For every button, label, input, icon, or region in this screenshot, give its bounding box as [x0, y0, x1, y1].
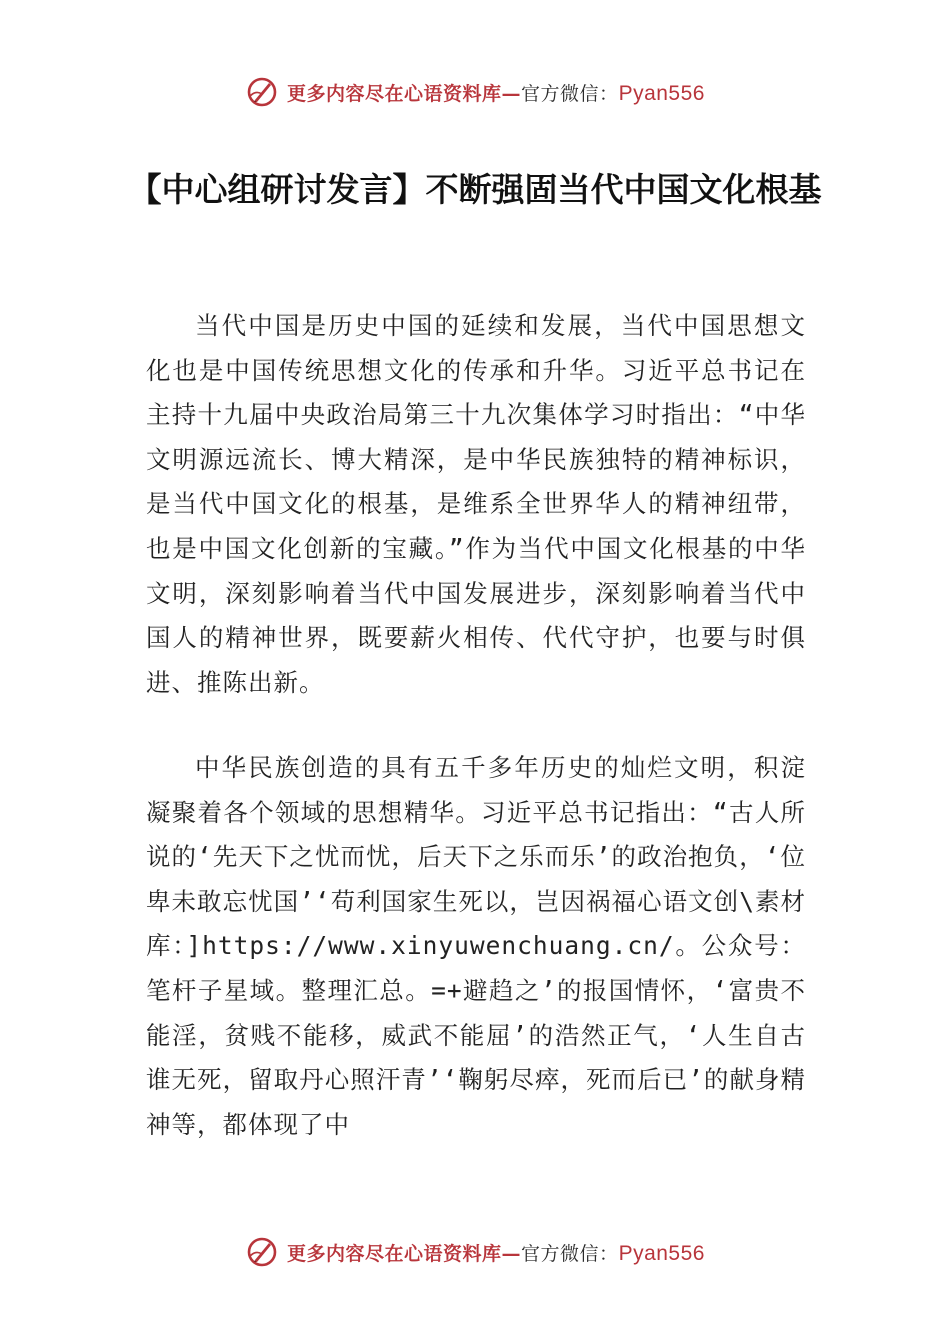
- banner-dash: —: [501, 1242, 522, 1265]
- banner-dash: —: [501, 82, 522, 105]
- footer-banner: [0, 1232, 950, 1272]
- banner-wechat-label: 官方微信：: [521, 1242, 619, 1265]
- pen-circle-logo-icon: [245, 1235, 279, 1269]
- document-title: 【中心组研讨发言】不断强固当代中国文化根基: [128, 170, 822, 209]
- banner-wechat-label: 官方微信：: [521, 82, 619, 105]
- paragraph-2: 中华民族创造的具有五千多年历史的灿烂文明，积淀凝聚着各个领域的思想精华。习近平总书记指出：“古人所说的‘先天下之忧而忧，后天下之乐而乐’的政治抱负，‘位卑未敢忘忧国’‘苟利国家生死以，岂因祸福心语文创\素材库：]https://www.xinyuwenchuang.cn/。公众号：笔杆子星域。整理汇总。=+避趋之’的报国情怀，‘富贵不能淫，贫贱不能移，威武不能屈’的浩然正气，‘人生自古谁无死，留取丹心照汗青’‘鞠躬尽瘁，死而后已’的献身精神等，都体现了中: [146, 753, 806, 1139]
- pen-circle-logo-icon: [245, 75, 279, 109]
- header-banner: [0, 72, 950, 112]
- banner-text: [287, 1239, 705, 1266]
- banner-wechat-id: Pyan556: [618, 81, 705, 105]
- banner-main-text: 更多内容尽在心语资料库: [287, 1242, 502, 1265]
- banner-wechat-id: Pyan556: [618, 1241, 705, 1265]
- paragraph-1: 当代中国是历史中国的延续和发展，当代中国思想文化也是中国传统思想文化的传承和升华。习近平总书记在主持十九届中央政治局第三十九次集体学习时指出：“中华文明源远流长、博大精深，是中华民族独特的精神标识，是当代中国文化的根基，是维系全世界华人的精神纽带，也是中国文化创新的宝藏。”作为当代中国文化根基的中华文明，深刻影响着当代中国发展进步，深刻影响着当代中国人的精神世界，既要薪火相传、代代守护，也要与时俱进、推陈出新。: [146, 311, 806, 697]
- banner-text: [287, 79, 705, 106]
- banner-main-text: 更多内容尽在心语资料库: [287, 82, 502, 105]
